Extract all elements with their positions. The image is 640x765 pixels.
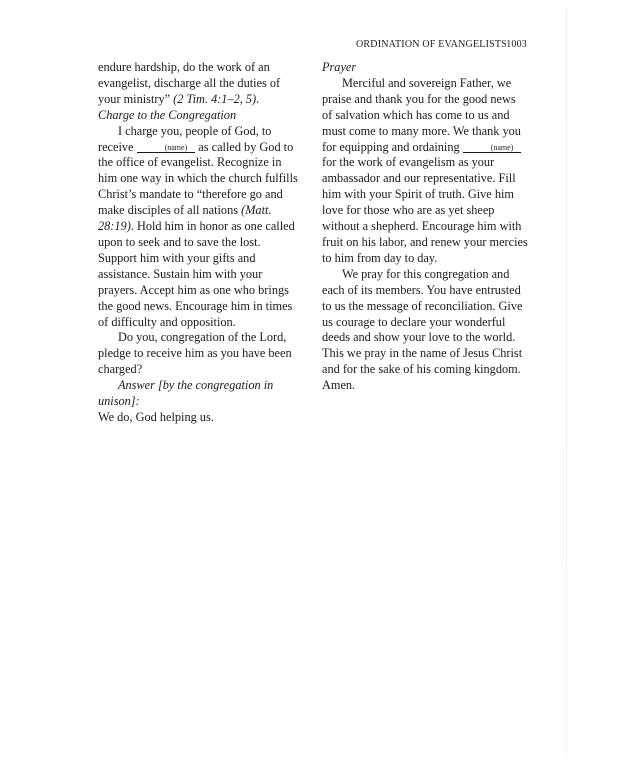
- page-number: 1003: [506, 39, 527, 50]
- charge-text-3: . Hold him in honor as one called upon to seek and to save the lost. Support him with your gifts and assistance. Sustain him with your prayers. Accept him as one who brings the good news. Encourage him in times of difficulty and opposition.: [98, 219, 295, 329]
- charge-text-2: as called by God to the office of evangelist. Recognize in him one way in which the church fulfills Christ’s mandate to “therefore go and make disciples of all nations: [98, 139, 298, 218]
- name-blank: (name): [137, 143, 196, 153]
- answer-label: Answer [by the congregation in unison]:: [98, 378, 274, 409]
- opening-text: endure hardship, do the work of an evangelist, discharge all the duties of your ministry”: [98, 60, 281, 106]
- prayer-text-2: for the work of evangelism as your ambassador and our representative. Fill him with your Spirit of truth. Give him love for those who are as yet sheep without a shepherd. Encourage him with fruit on his labor, and renew your mercies to him from day to day.: [322, 155, 528, 265]
- scan-edge-line: [566, 10, 567, 758]
- charge-citation: (Matt. 28:19): [98, 203, 272, 234]
- running-header: [356, 39, 527, 50]
- opening-citation: (2 Tim. 4:1–2, 5): [173, 91, 257, 106]
- opening-end: .: [256, 91, 260, 106]
- left-column: [98, 60, 300, 426]
- prayer-paragraph-1: [322, 76, 528, 267]
- opening-paragraph: [98, 60, 300, 108]
- section-title: ORDINATION OF EVANGELISTS: [356, 39, 507, 50]
- answer-text: We do, God helping us.: [98, 409, 214, 424]
- charge-heading: Charge to the Congregation: [98, 107, 237, 122]
- name-blank: (name): [463, 143, 522, 153]
- prayer-text-1: Merciful and sovereign Father, we praise and thank you for the good news of salvation which has come to us and must come to many more. We thank you for equipping and ordaining: [322, 75, 521, 154]
- question-paragraph: Do you, congregation of the Lord, pledge to receive him as you have been charged?: [98, 330, 292, 377]
- charge-paragraph: [98, 124, 300, 331]
- right-column: [322, 60, 528, 394]
- prayer-heading: Prayer: [322, 60, 357, 74]
- charge-text-1: I charge you, people of God, to receive: [98, 123, 272, 154]
- prayer-paragraph-2: We pray for this congregation and each of its members. You have entrusted to us the message of reconciliation. Give us courage to declare your wonderful deeds and show your love to the world. This we pray in the name of Jesus Christ and for the sake of his coming kingdom. Amen.: [322, 266, 523, 393]
- answer-paragraph: [98, 378, 300, 410]
